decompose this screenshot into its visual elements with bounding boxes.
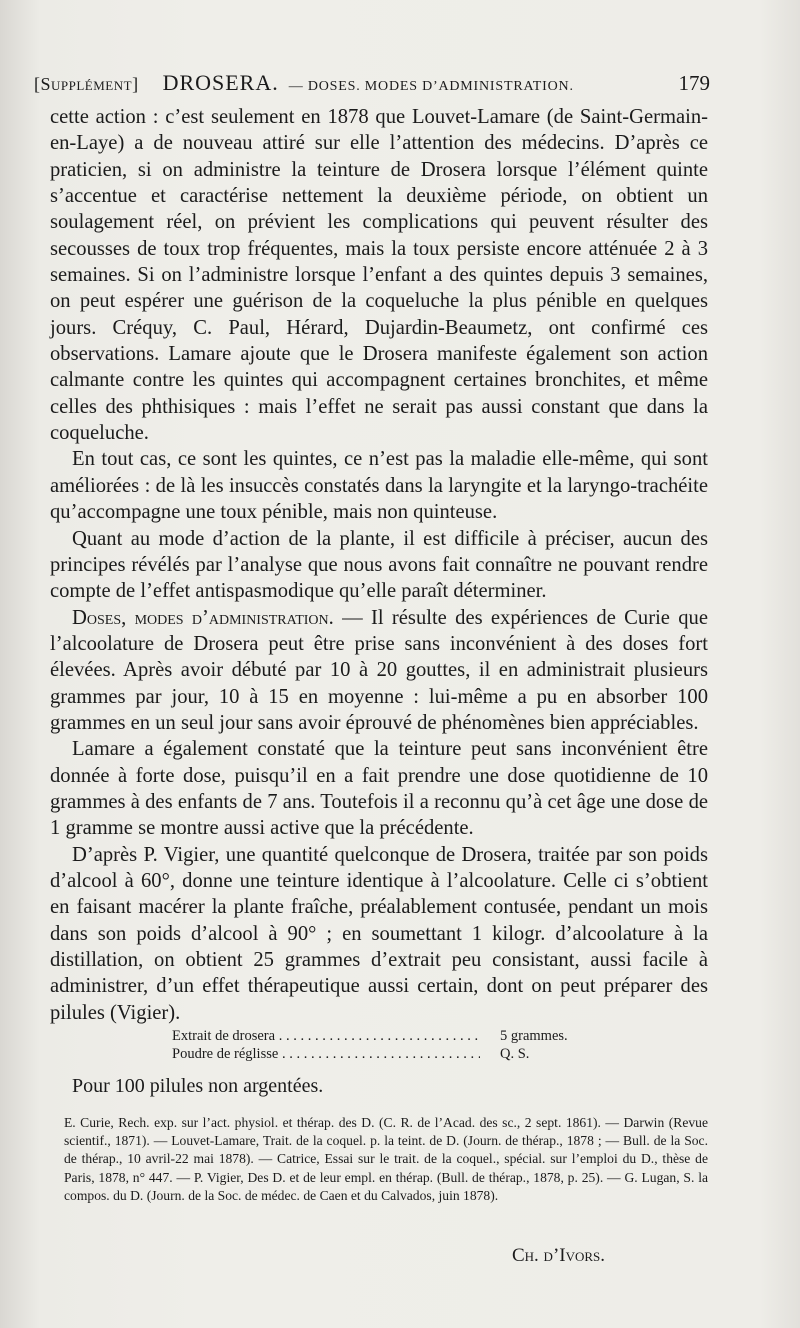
paragraph: D’après P. Vigier, une quantité quelconque de Drosera, traitée par son poids d’alcool à 60°, donne une teinture identique à l’alcoolature. Celle ci s’obtient en faisant macérer la plante fraîche, préalablement contusée, pendant un mois dans son poids d’alcool à 90° ; en soumettant 1 kilogr. d’alcoolature à la distillation, on obtient 25 grammes d’extrait peu consistant, aussi facile à administrer, d’un effet thérapeutique aussi certain, dont on peut préparer des pilules (Vigier).	[50, 843, 708, 1024]
author-signature: Ch. d’Ivors.	[512, 1245, 606, 1266]
doses-text: — Il résulte des expériences de Curie que l’alcoolature de Drosera peut être prise sans inconvénient à des doses fort élevées. Après avoir débuté par 10 à 20 gouttes, il en administrait plusieurs grammes par jour, 10 à 15 en moyenne : lui-même a pu en absorber 100 grammes en un seul jour sans avoir éprouvé de phénomènes bien appréciables.	[50, 606, 708, 734]
page-subtitle: — DOSES. MODES D’ADMINISTRATION.	[288, 79, 574, 94]
recipe-quantity: 5 grammes.	[500, 1028, 568, 1044]
doses-heading: Doses, modes d’administration.	[72, 606, 334, 629]
paragraph-doses	[50, 605, 708, 737]
bibliography: E. Curie, Rech. exp. sur l’act. physiol. et thérap. des D. (C. R. de l’Acad. des sc., 2 sept. 1861). — Darwin (Revue scientif., 1871). — Louvet-Lamare, Trait. de la coquel. p. la teint. de D. (Journ. de thérap., 1878 ; — Bull. de la Soc. de thérap., 10 avril-22 mai 1878). — Catrice, Essai sur le trait. de la coquel., spécial. sur l’emploi du D., thèse de Paris, 1878, n° 447. — P. Vigier, Des D. et de leur empl. en thérap. (Bull. de thérap., 1878, p. 25). — G. Lugan, S. la compos. du D. (Journ. de la Soc. de médec. de Caen et du Calvados, juin 1878).	[64, 1115, 708, 1203]
recipe-row	[172, 1045, 592, 1063]
recipe-table	[172, 1027, 592, 1063]
main-text	[50, 104, 708, 1026]
paragraph: cette action : c’est seulement en 1878 que Louvet-Lamare (de Saint-Germain-en-Laye) a de nouveau attiré sur elle l’attention des médecins. D’après ce praticien, si on administre la teinture de Drosera lorsque l’élément quinte s’accentue et caractérise nettement la deuxième période, on obtient un soulagement réel, on prévient les complications qui peuvent résulter des secousses de toux trop fréquentes, mais la toux persiste encore atténuée 2 à 3 semaines. Si on l’administre lorsque l’enfant a des quintes depuis 3 semaines, on peut espérer une guérison de la coqueluche la plus pénible en quelques jours. Créquy, C. Paul, Hérard, Dujardin-Beaumetz, ont confirmé ces observations. Lamare ajoute que le Drosera manifeste également son action calmante contre les quintes qui accompagnent certaines bronchites, et même celles des phthisiques : mais l’effet ne serait pas aussi constant que dans la coqueluche.	[50, 106, 708, 445]
recipe-note: Pour 100 pilules non argentées.	[72, 1075, 324, 1097]
recipe-ingredient: Extrait de drosera . . .	[172, 1027, 480, 1045]
paragraph: En tout cas, ce sont les quintes, ce n’est pas la maladie elle-même, qui sont améliorées : de là les insuccès constatés dans la laryngite et la laryngo-trachéite qu’accompagne une toux pénible, mais non quinteuse.	[50, 448, 708, 524]
paragraph: Quant au mode d’action de la plante, il est difficile à préciser, aucun des principes révélés par l’analyse que nous avons fait connaître ne pouvant rendre compte de l’effet antispasmodique qu’elle paraît déterminer.	[50, 527, 708, 603]
page-number: 179	[678, 71, 710, 95]
page-title: DROSERA.	[162, 70, 279, 95]
recipe-row	[172, 1027, 592, 1045]
recipe-quantity: Q. S.	[500, 1046, 530, 1062]
running-header	[34, 70, 710, 104]
section-label: [Supplément]	[34, 74, 139, 94]
recipe-ingredient: Poudre de réglisse . . .	[172, 1045, 480, 1063]
paragraph: Lamare a également constaté que la teinture peut sans inconvénient être donnée à forte dose, puisqu’il en a fait prendre une dose quotidienne de 10 grammes à des enfants de 7 ans. Toutefois il a reconnu qu’à cet âge une dose de 1 gramme se montre aussi active que la précédente.	[50, 738, 708, 840]
